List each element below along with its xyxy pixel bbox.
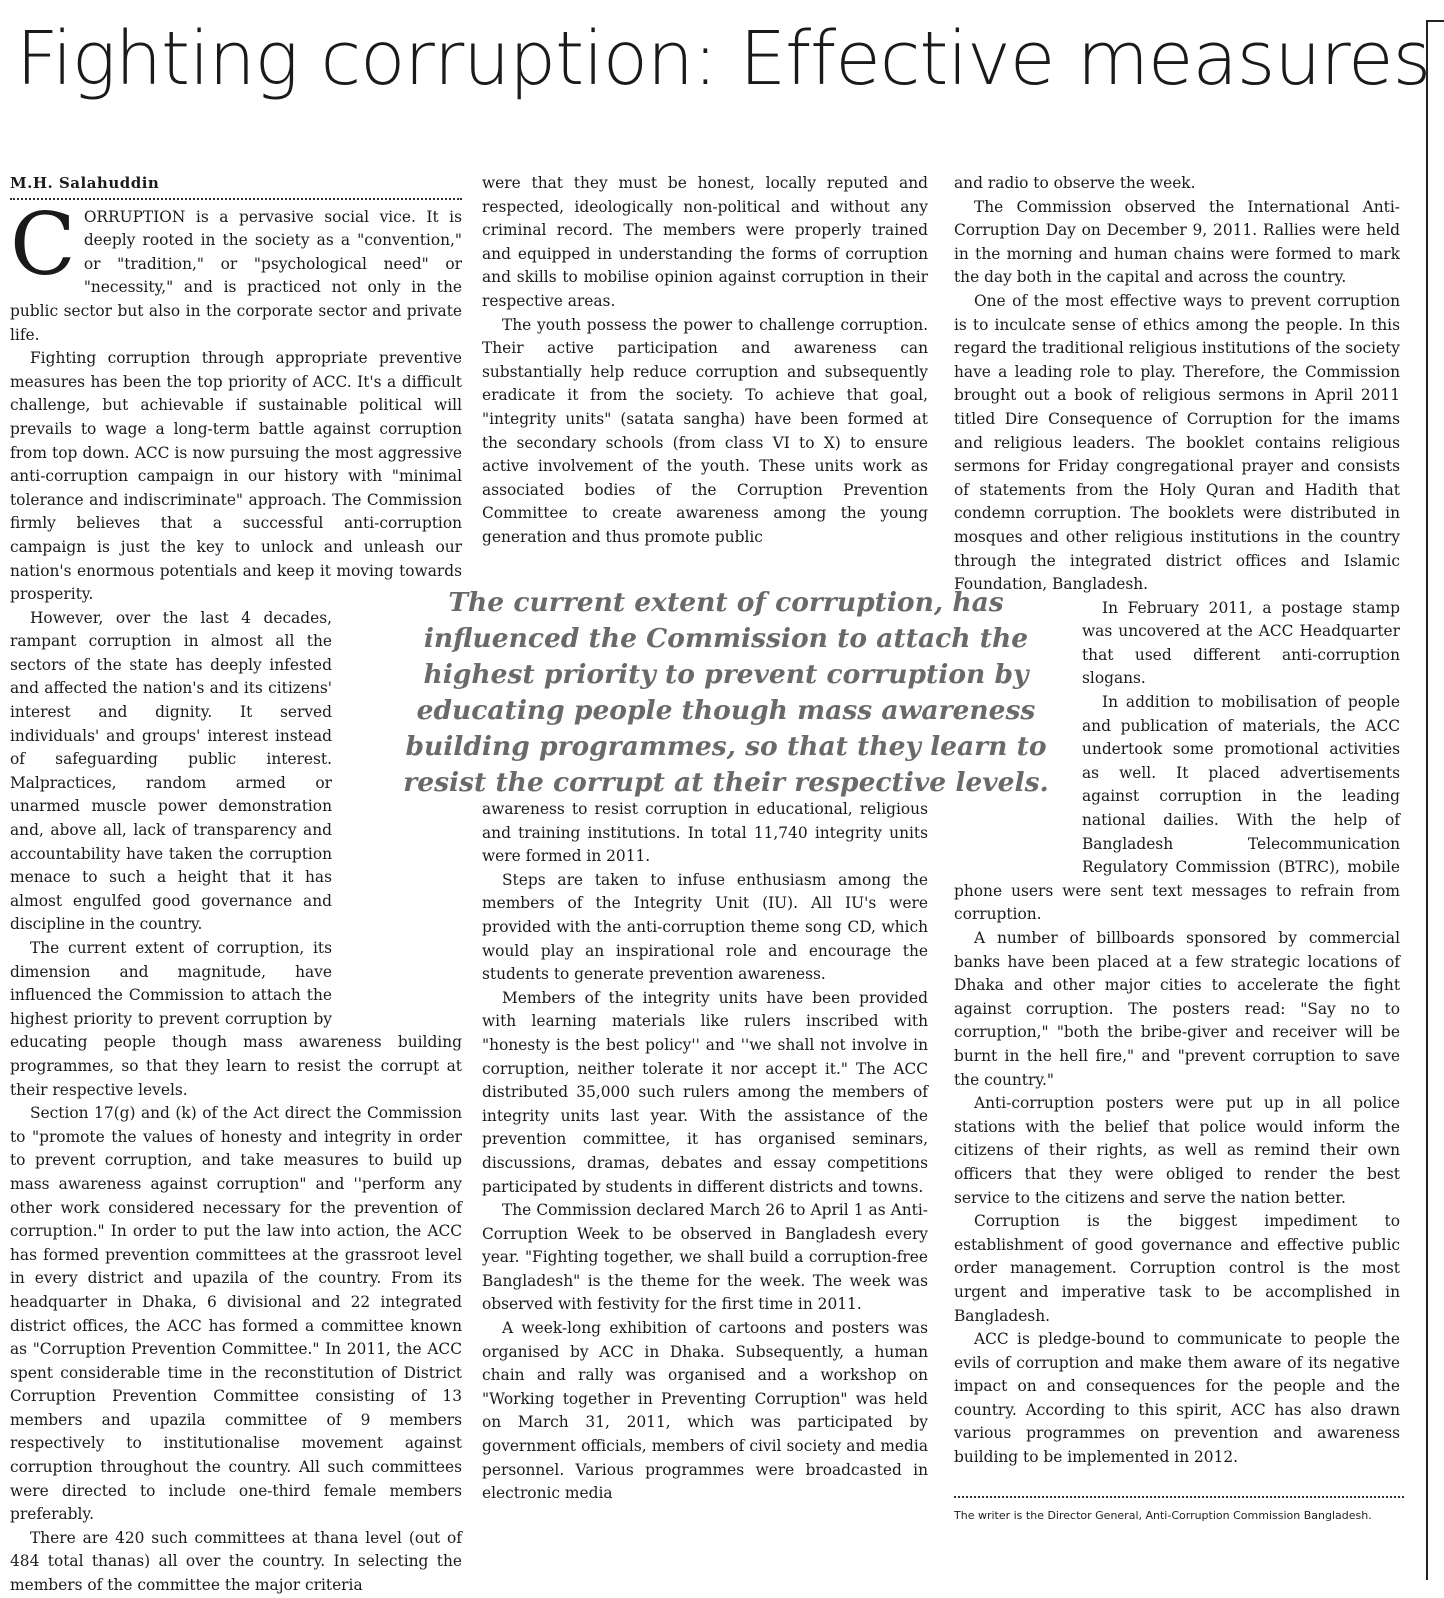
paragraph: However, over the last 4 decades, rampant corruption in almost all the sectors of the state has deeply infested and affected the nation's and its citizens' interest and dignity. It served individuals' and groups' interest instead of safeguarding public interest. Malpractices, random armed or unarmed muscle power demonstration and, above all, lack of transparency and accountability have taken the corruption menace to such a height that it has almost engulfed good governance and discipline in the country. xyxy=(10,608,332,934)
paragraph: The youth possess the power to challenge corruption. Their active participation and awareness can substantially help reduce corruption and subsequently eradicate it from the society. To achieve that goal, "integrity units" (satata sangha) have been formed at the secondary schools (from class VI to X) to ensure active involvement of the youth. These units work as associated bodies of the Corruption Prevention Committee to create awareness among the young generation and thus promote public xyxy=(482,315,928,546)
paragraph: One of the most effective ways to prevent corruption is to inculcate sense of ethics among the people. In this regard the traditional religious institutions of the society have a leading role to play. Therefore, the Commission brought out a book of religious sermons in April 2011 titled Dire Consequence of Corruption for the imams and religious leaders. The booklet contains religious sermons for Friday congregational prayer and consists of statements from the Holy Quran and Hadith that condemn corruption. The booklets were distributed in mosques and other religious institutions in the country through the integrated district offices and Islamic Foundation, Bangladesh. xyxy=(954,291,1400,594)
paragraph: The Commission declared March 26 to April 1 as Anti-Corruption Week to be observed in Bangladesh every year. "Fighting together, we shall build a corruption-free Bangladesh" is the theme for the week. The week was observed with festivity for the first time in 2011. xyxy=(482,1201,928,1314)
paragraph: The current extent of corruption, its dimension and magnitude, have influenced the Commission to attach the highest priority to prevent corruption by educating people though mass awareness building programmes, so that they learn to resist the corrupt at their respective levels. xyxy=(10,939,462,1099)
paragraph: awareness to resist corruption in educational, religious and training institutions. In total 11,740 integrity units were formed in 2011. xyxy=(482,800,928,866)
paragraph: In addition to mobilisation of people and publication of materials, the ACC undertook some promotional activities as well. It placed advertisements against corruption in the leading national dailies. With the help of Bangladesh Telecommunication Regulatory Commission (BTRC), mobile phone users were sent text messages to refrain from corruption. xyxy=(954,693,1400,924)
paragraph: ACC is pledge-bound to communicate to people the evils of corruption and make them aware of its negative impact on and consequences for the people and the country. According to this spirit, ACC has also drawn various programmes on prevention and awareness building to be implemented in 2012. xyxy=(954,1330,1400,1467)
author-footnote: The writer is the Director General, Anti-Corruption Commission Bangladesh. xyxy=(954,1496,1404,1523)
paragraph: In February 2011, a postage stamp was uncovered at the ACC Headquarter that used different anti-corruption slogans. xyxy=(1082,598,1400,688)
article-column-3 xyxy=(954,172,1400,1484)
article-column-1 xyxy=(10,172,462,1595)
paragraph: There are 420 such committees at thana level (out of 484 total thanas) all over the country. In selecting the members of the committee the major criteria xyxy=(10,1528,462,1595)
pull-quote-spacer xyxy=(954,597,1082,857)
byline: M.H. Salahuddin xyxy=(10,172,462,200)
paragraph: The Commission observed the International Anti-Corruption Day on December 9, 2011. Rallies were held in the morning and human chains were formed to mark the day both in the capital and across the country. xyxy=(954,197,1400,287)
page-edge-rule xyxy=(1426,20,1444,1580)
paragraph: A number of billboards sponsored by commercial banks have been placed at a few strategic locations of Dhaka and other major cities to accelerate the fight against corruption. The posters read: "Say no to corruption," "both the bribe-giver and receiver will be burnt in the hell fire," and "prevent corruption to save the country." xyxy=(954,929,1400,1089)
article-headline: Fighting corruption: Effective measures xyxy=(16,16,1431,102)
paragraph: Section 17(g) and (k) of the Act direct the Commission to "promote the values of honesty and integrity in order to prevent corruption, and take measures to build up mass awareness against corruption" and ''perform any other work considered necessary for the prevention of corruption." In order to put the law into action, the ACC has formed prevention committees at the grassroot level in every district and upazila of the country. From its headquarter in Dhaka, 6 divisional and 22 integrated district offices, the ACC has formed a committee known as "Corruption Prevention Committee." In 2011, the ACC spent considerable time in the reconstitution of District Corruption Prevention Committee consisting of 13 members and upazila committee of 9 members respectively to institutionalise movement against corruption throughout the country. All such committees were directed to include one-third female members preferably. xyxy=(10,1104,462,1524)
paragraph: Steps are taken to infuse enthusiasm among the members of the Integrity Unit (IU). All IU's were provided with the anti-corruption theme song CD, which would play an inspirational role and encourage the students to generate prevention awareness. xyxy=(482,870,928,984)
pull-quote: The current extent of corruption, has influenced the Commission to attach the highest priority to prevent corruption by educating people though mass awareness building programmes, so that they learn to resist the corrupt at their respective levels. xyxy=(403,587,1049,798)
paragraph: Corruption is the biggest impediment to establishment of good governance and effective public order management. Corruption control is the most urgent and imperative task to be accomplished in Bangladesh. xyxy=(954,1212,1400,1325)
paragraph: Anti-corruption posters were put up in all police stations with the belief that police would inform the citizens of their rights, as well as remind their own officers that they were obliged to render the best service to the citizens and serve the nation better. xyxy=(954,1094,1400,1207)
paragraph: were that they must be honest, locally reputed and respected, ideologically non-political and without any criminal record. The members were properly trained and equipped in understanding the forms of corruption and skills to mobilise opinion against corruption in their respective areas. xyxy=(482,174,928,310)
article-column-2-top xyxy=(482,172,928,546)
paragraph: Fighting corruption through appropriate preventive measures has been the top priority of ACC. It's a difficult challenge, but achievable if sustainable political will prevails to wage a long-term battle against corruption from top down. ACC is now pursuing the most aggressive anti-corruption campaign in our history with "minimal tolerance and indiscriminate" approach. The Commission firmly believes that a successful anti-corruption campaign is just the key to unlock and unleash our nation's enormous potentials and keep it moving towards prosperity. xyxy=(10,349,462,604)
paragraph: A week-long exhibition of cartoons and posters was organised by ACC in Dhaka. Subsequently, a human chain and rally was organised and a workshop on "Working together in Preventing Corruption" was held on March 31, 2011, which was participated by government officials, members of civil society and media personnel. Various programmes were broadcasted in electronic media xyxy=(482,1319,928,1503)
drop-cap: C xyxy=(10,194,76,295)
paragraph: CORRUPTION is a pervasive social vice. It is deeply rooted in the society as a "convention," or "tradition," or "psychological need" or "necessity," and is practiced not only in the public sector but also in the corporate sector and private life. xyxy=(10,194,462,344)
article-column-2-bottom xyxy=(482,798,928,1568)
paragraph: Members of the integrity units have been provided with learning materials like rulers inscribed with "honesty is the best policy'' and ''we shall not involve in corruption, neither tolerate it nor accept it." The ACC distributed 35,000 such rulers among the members of integrity units last year. With the assistance of the prevention committee, it has organised seminars, discussions, dramas, debates and essay competitions participated by students in different districts and towns. xyxy=(482,988,928,1196)
paragraph: and radio to observe the week. xyxy=(954,174,1196,192)
